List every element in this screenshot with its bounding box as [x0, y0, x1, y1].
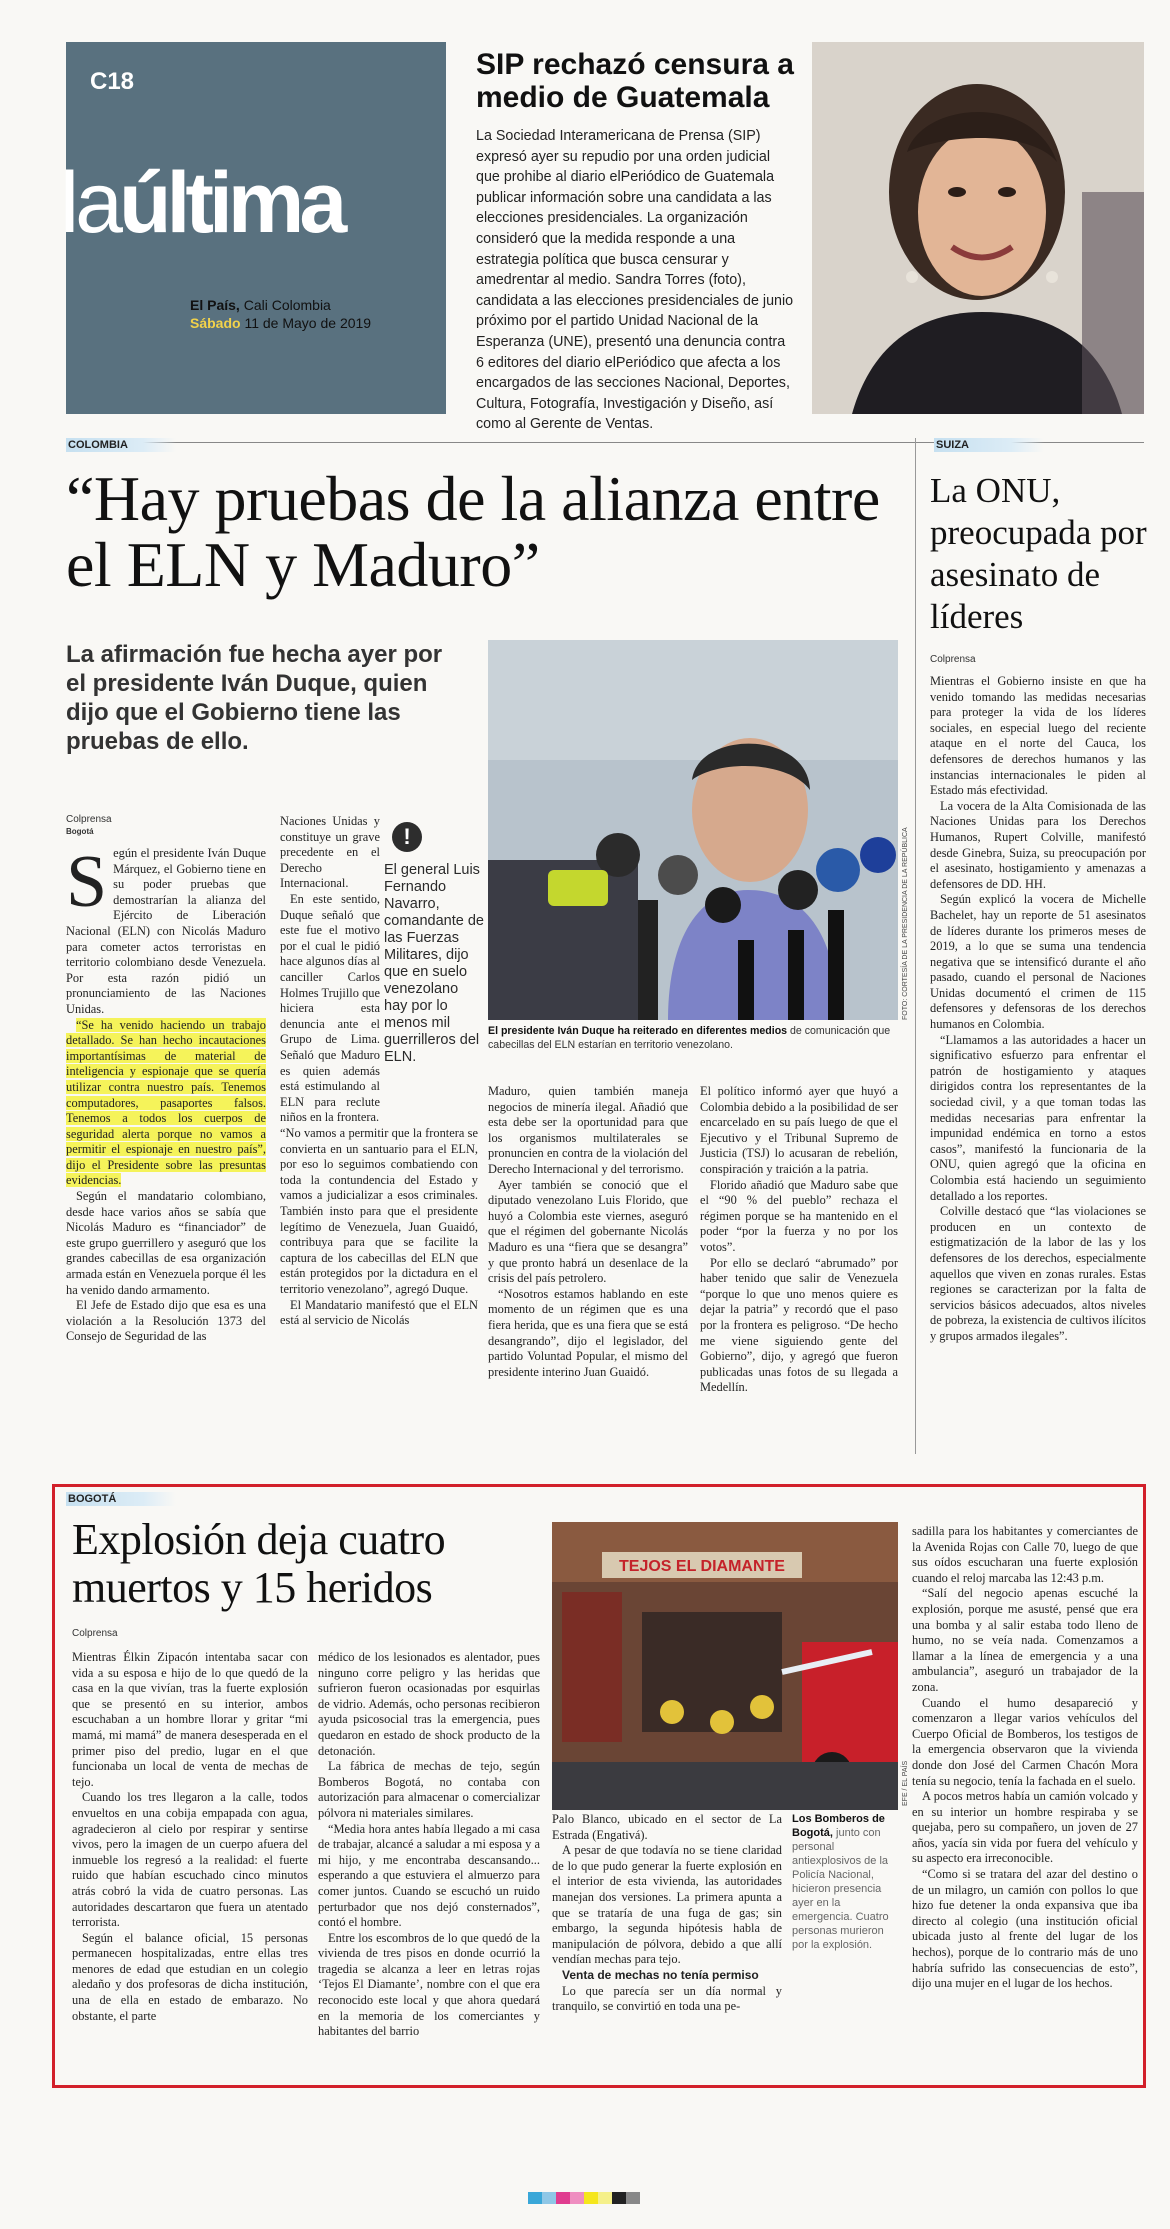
section-tag-bogota: BOGOTÁ — [66, 1492, 176, 1506]
firefighters-illustration — [552, 1522, 898, 1810]
colombia-col-2: Naciones Unidas y constituye un grave precedente en el Derecho Internacional. En este sentido, Duque señaló que este fue el motivo por el cual le pidió hace algunos días al canciller Carlos Holmes Trujillo que hiciera esta denuncia ante el Grupo de Lima. Señaló que Maduro es quien además está estimulando al ELN para reclute niños en la frontera. — [280, 814, 380, 1125]
dropcap: S — [66, 841, 108, 923]
sip-body: La Sociedad Interamericana de Prensa (SIP) expresó ayer su repudio por una orden judicial que prohibe al diario elPeriódico de Guatemala publicar información sobre una candidata a las elecciones presidenciales. La organización consideró que la medida responde a una estrategia política que busca censurar y amedrentar al medio. Sandra Torres (foto), candidata a las elecciones presidenciales de junio próximo por el partido Unidad Nacional de la Esperanza (UNE), presentó una denuncia contra 6 editores del diario elPeriódico que afecta a los encargados de las secciones Nacional, Deportes, Cultura, Fotografía, Investigación y Diseño, así como al Gerente de Ventas. — [476, 128, 794, 433]
explosion-photo-credit: EFE / EL PAÍS — [902, 1760, 909, 1806]
bogota-col-1: Mientras Élkin Zipacón intentaba sacar con vida a su esposa e hijo de lo que quedó de la casa en la que vivían, tras la fuerte explosión que se presentó en su interior, ambos escuchaban a un hombre llorar y gritar “mi mamá, mi mamá” de manera desesperada en el primer piso del predio, lugar en el que funcionaba un local de venta de mechas de tejo. Cuando los tres llegaron a la calle, todos envueltos en una cobija empapada con agua, agradecieron al cielo por respirar y sentirse vivos, pero la imagen de un cuerpo afuera del inmueble los regresó a la realidad: el fuerte ruido que habían escuchado cinco minutos atrás cobró la vida de cuatro personas. Las autoridades descartaron que fuera un atentado terrorista. Según el balance oficial, 15 personas permanecen hospitalizadas, entre ellas tres menores de edad que estudian en un colegio aledaño y dos profesoras de dicha institución, una de ella en estado de embarazo. No obstante, el parte — [72, 1650, 308, 2023]
sip-article — [476, 48, 796, 435]
main-deck: La afirmación fue hecha ayer por el presidente Iván Duque, quien dijo que el Gobierno tiene las pruebas de ello. — [66, 641, 443, 755]
color-swatch — [626, 2192, 640, 2204]
suiza-column: Mientras el Gobierno insiste en que ha venido tomando las medidas necesarias para proteger la vida de los líderes sociales, en especial luego del reciente ataque en el norte del Cauca, los defensores de derechos humanos y las instancias internacionales le piden al Estado más efectividad. La vocera de la Alta Comisionada de las Naciones Unidas para los Derechos Humanos, Rupert Colville, manifestó desde Ginebra, Suiza, su preocupación por el asesinato, hostigamiento y amenazas a defensores de DD. HH. Según explicó la vocera de Michelle Bachelet, hay un reporte de 51 asesinatos de líderes durante los primeros meses de 2019, a lo que se suma una tendencia negativa que se intensificó durante el año pasado, cuando el personal de Naciones Unidas documentó el crimen de 115 defensores y defensoras de los derechos humanos en Colombia. “Llamamos a las autoridades a hacer un significativo esfuerzo para enfrentar el patrón de hostigamiento y ataques dirigidos contra los representantes de la sociedad civil, y a que toman todas las medidas necesarias para enfrentar la impunidad endémica en torno a estos casos”, manifestó la funcionaria de la ONU, quien agregó que la oficina en Colombia está haciendo un seguimiento detallado a los reportes. Colville destacó que “las violaciones se producen en un contexto de estigmatización de la labor de las y los defensores de los derechos, especialmente aquellos que viven en zonas rurales. Estas regiones se caracterizan por la falta de servicios básicos adecuados, altos niveles de pobreza, la existencia de cultivos ilícitos y grupos armados ilegales”. — [930, 674, 1146, 1343]
bogota-headline: Explosión deja cuatro muertos y 15 heridos — [72, 1515, 446, 1612]
sandra-torres-photo — [812, 42, 1144, 414]
masthead — [60, 42, 1144, 433]
explosion-photo — [552, 1522, 898, 1810]
color-swatch — [528, 2192, 542, 2204]
main-headline: “Hay pruebas de la alianza entre el ELN y Maduro” — [66, 463, 880, 600]
color-swatch — [542, 2192, 556, 2204]
colombia-col-4: El político informó ayer que huyó a Colombia debido a la posibilidad de ser encarcelado en su país luego de que el Ejecutivo y el Tribunal Supremo de Justicia (TSJ) lo acusaran de rebelión, conspiración y traición a la patria. Florido añadió que Maduro sabe que el “90 % del pueblo” rechaza el régimen porque se ha mantenido en el poder “por la fuerza y no por los votos”. Por ello se declaró “abrumado” por haber tenido que salir de Venezuela “porque lo que uno menos quiere es dejar la patria” y recordó que el paso por la frontera es peligroso. “De hecho me viene siguiendo gente del Gobierno”, dijo, y agregó que fueron publicadas unas fotos de su llegada a Medellín. — [700, 1084, 898, 1395]
pull-quote: El general Luis Fernando Navarro, comandante de las Fuerzas Militares, dijo que en suelo venezolano hay por lo menos mil guerrilleros del ELN. — [384, 862, 484, 1065]
color-swatch — [584, 2192, 598, 2204]
masthead-logo-box — [60, 42, 446, 414]
exclamation-icon: ! — [392, 822, 422, 852]
bogota-col-3: Palo Blanco, ubicado en el sector de La Estrada (Engativá). A pesar de que todavía no se tiene claridad de lo que pudo generar la fuerte explosión en el interior de esta vivienda, las autoridades manejan dos versiones. La primera apunta a que se trataría de una fuga de gas; sin embargo, la segunda hipótesis habla de manipulación de pólvora, debido a que allí vendían mechas para tejo. Venta de mechas no tenía permiso Lo que parecía ser un día normal y tranquilo, se convirtió en toda una pe- — [552, 1812, 782, 2014]
registration-color-bar — [528, 2192, 640, 2204]
duque-photo-caption: El presidente Iván Duque ha reiterado en diferentes medios de comunicación que cabecillas del ELN estarían en territorio venezolano. — [488, 1025, 891, 1051]
bogota-subhead: Venta de mechas no tenía permiso — [562, 1967, 759, 1982]
page-number: C18 — [90, 68, 135, 95]
explosion-photo-caption: Los Bomberos de Bogotá, junto con personal antiexplosivos de la Policía Nacional, hicieron presencia ayer en la emergencia. Cuatro personas murieron por la explosión. — [792, 1813, 889, 1951]
bogota-col-2: médico de los lesionados es alentador, pues ninguno corre peligro y las heridas que sufrieron fueron ocasionadas por esquirlas de vidrio. Además, ocho personas recibieron ayuda psicosocial tras la emergencia, pues quedaron en estado de shock producto de la detonación. La fábrica de mechas de tejo, según Bomberos Bogotá, no contaba con autorización para almacenar o comercializar pólvora ni materiales similares. “Media hora antes había llegado a mi casa de trabajar, alcancé a saludar a mi esposa y a mi hijo, y me encontraba descansando... esperando a que estuviera el almuerzo para comer juntos. Cuando se escuchó un ruido perturbador que nos dejó consternados”, contó el hombre. Entre los escombros de lo que quedó de la vivienda de tres pisos en donde ocurrió la tragedia se alcanza a leer en letras rojas ‘Tejos El Diamante’, nombre con el que era reconocido este local y que ahora quedará en la memoria de los comerciantes y habitantes del barrio — [318, 1650, 540, 2039]
duque-photo-credit: FOTO: CORTESÍA DE LA PRESIDENCIA DE LA REPÚBLICA — [902, 827, 909, 1020]
bogota-byline: Colprensa — [72, 1628, 118, 1639]
section-tag-suiza: SUIZA — [934, 438, 1044, 452]
highlighted-quote: “Se ha venido haciendo un trabajo detallado. Se han hecho incautaciones importantísimas de material de inteligencia y espionaje que se quería utilizar contra nuestro país. Tenemos computadores, pasaportes falsos. Tenemos a todos los cuerpos de seguridad alerta porque no vamos a permitir el espionaje en nuestro país”, dijo el Presidente sobre las presuntas evidencias. — [66, 1017, 266, 1188]
brand-logo: laúltima — [60, 155, 343, 251]
colombia-byline: Colprensa Bogotá — [66, 814, 112, 836]
colombia-col-3: Maduro, quien también maneja negocios de minería ilegal. Añadió que esta debe ser la oportunidad para que los organismos multilaterales se pronuncien en contra de la violación del Derecho Internacional y del terrorismo. Ayer también se conoció que el diputado venezolano Luis Florido, que huyó a Colombia este viernes, aseguró que el régimen del gobernante Nicolás Maduro es una “fiera que se desangra” y que pronto habrá un desenlace de la crisis del país petrolero. “Nosotros estamos hablando en este momento de un régimen que es una fiera herida, que es una fiera que se está desangrando”, dijo el legislador, del partido Voluntad Popular, el mismo del presidente interino Juan Guaidó. — [488, 1084, 688, 1379]
suiza-headline: La ONU, preocupada por asesinato de líderes — [930, 471, 1147, 636]
ivan-duque-photo — [488, 640, 898, 1020]
bogota-col-4: sadilla para los habitantes y comerciantes de la Avenida Rojas con Calle 70, luego de que sus oídos escucharan una fuerte explosión cuando el reloj marcaba las 12:43 p.m. “Salí del negocio apenas escuché la explosión, porque me asusté, pensé que era una bomba y al salir estaba todo lleno de humo, no se veía nada. Comenzamos a llamar a la línea de emergencia y a una ambulancia”, aseguró un trabajador de la zona. Cuando el humo desapareció y comenzaron a llegar varios vehículos del Cuerpo Oficial de Bomberos, los testigos de la emergencia observaron que la vivienda donde don José del Carmen Chacón Mora tenía su negocio, tenía la fachada en el suelo. A pocos metros había un camión volcado y en su interior un hombre respiraba y se quejaba, pero su compañero, un joven de 27 años, yacía sin vida por fuera del vehículo y su aspecto era irreconocible. “Como si se tratara del azar del destino o de un milagro, un camión con pollos lo que hizo fue detener la onda expansiva que iba directo al colegio (una institución oficial ubicada justo al frente del lugar de los hechos), porque de lo contrario más de uno habría sufrido las consecuencias de esto”, dijo una mujer en el lugar de los hechos. — [912, 1524, 1138, 1991]
color-swatch — [556, 2192, 570, 2204]
colombia-col-2b: “No vamos a permitir que la frontera se convierta en un santuario para el ELN, por eso lo seguimos combatiendo con toda la contundencia del Estado y vamos a judicializar a esos criminales. También insto para que el presidente legítimo de Venezuela, Juan Guaidó, contribuya para que se facilite la captura de los cabecillas del ELN que están protegidos por la dictadura en el territorio venezolano”, agregó Duque. El Mandatario manifestó que el ELN está al servicio de Nicolás — [280, 1126, 478, 1328]
press-scrum-illustration — [488, 640, 898, 1020]
sip-headline: SIP rechazó censura a medio de Guatemala — [476, 48, 794, 114]
colombia-col-1: Según el presidente Iván Duque Márquez, el Gobierno tiene en su poder pruebas que demostrarían la alianza del Ejército de Liberación Nacional (ELN) con Nicolás Maduro para cometer actos terroristas en territorio colombiano desde Venezuela. Por esta razón pidió un pronunciamiento de las Naciones Unidas. “Se ha venido haciendo un trabajo detallado. Se han hecho incautaciones importantísimas de material de inteligencia y espionaje que se quería utilizar contra nuestro país. Tenemos computadores, pasaportes falsos. Tenemos a todos los cuerpos de seguridad alerta porque no vamos a permitir el espionaje en nuestro país”, dijo el Presidente sobre las presuntas evidencias. Según el mandatario colombiano, desde hace varios años se sabía que Nicolás Maduro es “financiador” de este grupo guerrillero y aseguró que los grandes cabecillas de esa organización armada están en Venezuela porque él les ha venido dando armamento. El Jefe de Estado dijo que esa es una violación a la Resolución 1373 del Consejo de Seguridad de las — [66, 841, 266, 1344]
section-tag-colombia: COLOMBIA — [66, 438, 176, 452]
portrait-illustration — [812, 42, 1144, 414]
color-swatch — [598, 2192, 612, 2204]
dateline: El País, Cali Colombia Sábado 11 de Mayo de 2019 — [190, 297, 372, 331]
color-swatch — [570, 2192, 584, 2204]
color-swatch — [612, 2192, 626, 2204]
suiza-byline: Colprensa — [930, 654, 976, 665]
tejos-sign-text: TEJOS EL DIAMANTE — [619, 1558, 785, 1575]
column-divider — [915, 438, 916, 1454]
